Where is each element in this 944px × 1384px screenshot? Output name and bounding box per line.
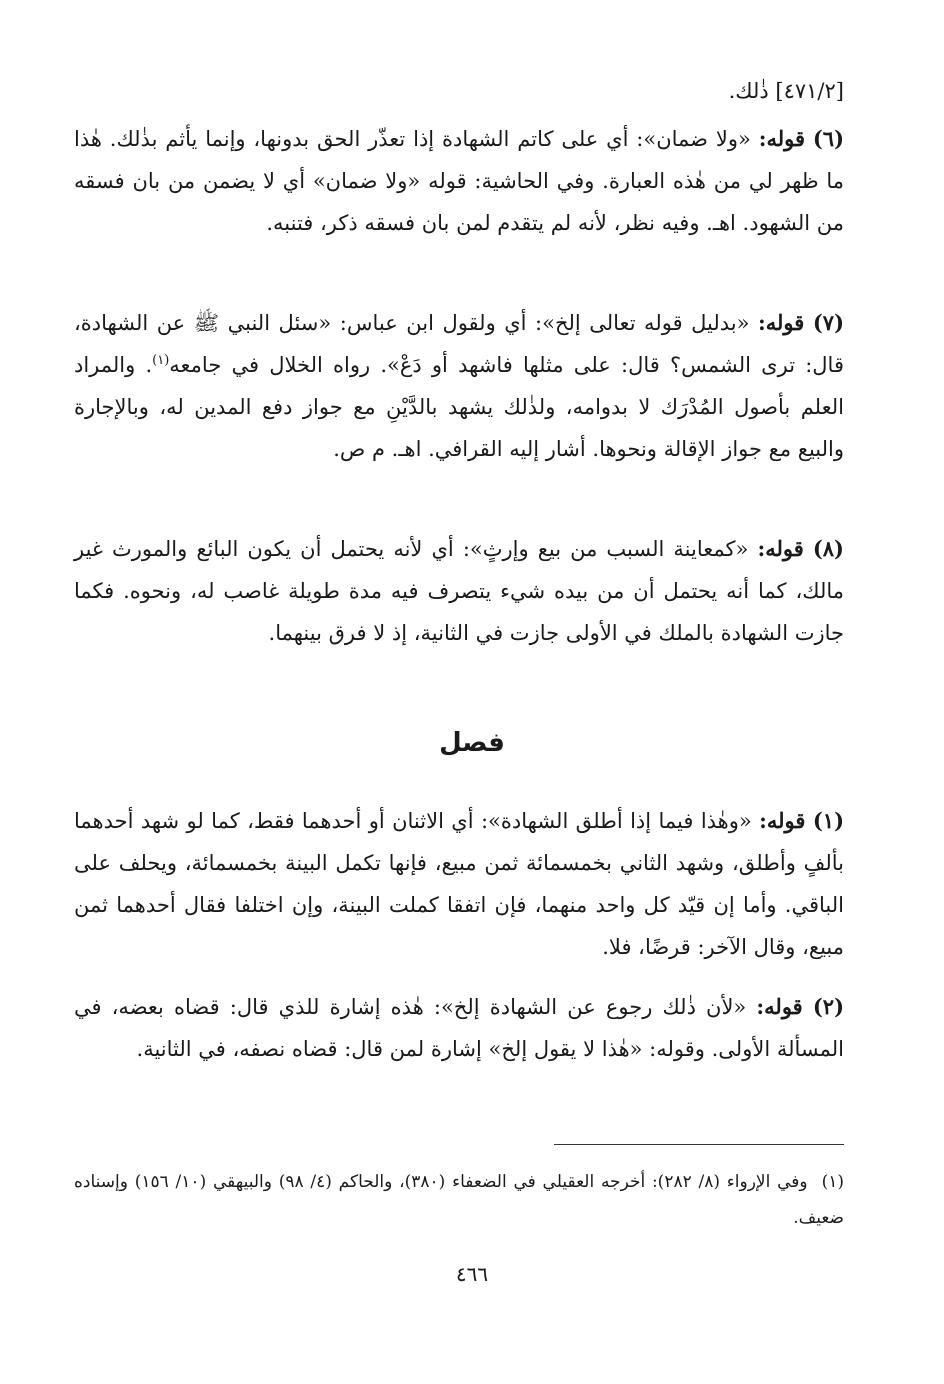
footnote-1 bbox=[74, 1164, 844, 1236]
paragraph-text-continued: . والمراد العلم بأصول المُدْرَك لا بدوامه، ولذٰلك يشهد بالدَّيْنِ مع جواز دفع المدين له، وبالإجارة والبيع مع جواز الإقالة ونحوها. أشار إليه القرافي. اهـ. م ص. bbox=[74, 353, 844, 461]
paragraph-number: (١) bbox=[812, 808, 844, 833]
page-number: ٤٦٦ bbox=[455, 1262, 489, 1286]
section-paragraph-2 bbox=[74, 986, 844, 1070]
page-reference: [٤٧١/٢] bbox=[775, 79, 844, 103]
footnote-reference[interactable]: (١) bbox=[152, 353, 170, 368]
paragraph-7 bbox=[74, 302, 844, 470]
section-heading: فصل bbox=[439, 728, 505, 758]
paragraph-label: قوله: bbox=[757, 536, 804, 561]
paragraph-number: (٢) bbox=[812, 994, 844, 1019]
page-header-line bbox=[74, 70, 844, 112]
section-paragraph-1 bbox=[74, 800, 844, 968]
paragraph-number: (٧) bbox=[812, 310, 844, 335]
paragraph-number: (٦) bbox=[812, 126, 844, 151]
paragraph-number: (٨) bbox=[812, 536, 844, 561]
paragraph-text: «كمعاينة السبب من بيع وإرثٍ»: أي لأنه يحتمل أن يكون البائع والمورث غير مالك، كما أنه يحتمل أن من بيده شيء يتصرف فيه مدة طويلة غاصب له، ونحوه. فكما جازت الشهادة بالملك في الأولى جازت في الثانية، إذ لا فرق بينهما. bbox=[74, 537, 844, 645]
paragraph-label: قوله: bbox=[758, 310, 805, 335]
footnote-text: وفي الإرواء (٨/ ٢٨٢): أخرجه العقيلي في الضعفاء (٣٨٠)، والحاكم (٤/ ٩٨) والبيهقي (١٠/ ١٥٦) وإسناده ضعيف. bbox=[74, 1172, 844, 1228]
paragraph-label: قوله: bbox=[756, 994, 803, 1019]
paragraph-text: «ولا ضمان»: أي على كاتم الشهادة إذا تعذّر الحق بدونها، وإنما يأثم بذٰلك. هٰذا ما ظهر لي من هٰذه العبارة. وفي الحاشية: قوله «ولا ضمان» أي لا يضمن من بان فسقه من الشهود. اهـ. وفيه نظر، لأنه لم يتقدم لمن بان فسقه ذكر، فتنبه. bbox=[74, 127, 844, 235]
paragraph-label: قوله: bbox=[758, 126, 805, 151]
paragraph-text: «لأن ذٰلك رجوع عن الشهادة إلخ»: هٰذه إشارة للذي قال: قضاه بعضه، في المسألة الأولى. وقوله: «هٰذا لا يقول إلخ» إشارة لمن قال: قضاه نصفه، في الثانية. bbox=[74, 995, 844, 1061]
paragraph-6 bbox=[74, 118, 844, 244]
paragraph-text: «وهٰذا فيما إذا أطلق الشهادة»: أي الاثنان أو أحدهما فقط، كما لو شهد أحدهما بألفٍ وأطلق، وشهد الثاني بخمسمائة ثمن مبيع، فإنها تكمل البينة بخمسمائة، ويحلف على الباقي. وأما إن قيّد كل واحد منهما، فإن اتفقا كملت البينة، وإن اختلفا فقال أحدهما ثمن مبيع، وقال الآخر: قرضًا، فلا. bbox=[74, 809, 844, 959]
continuation-text: ذٰلك. bbox=[728, 79, 769, 103]
paragraph-text: «بدليل قوله تعالى إلخ»: أي ولقول ابن عباس: «سئل النبي ﷺ عن الشهادة، قال: ترى الشمس؟ قال: على مثلها فاشهد أو دَعْ». رواه الخلال في جامعه bbox=[74, 311, 844, 377]
footnote-number: (١) bbox=[821, 1172, 845, 1192]
paragraph-label: قوله: bbox=[759, 808, 806, 833]
footnote-divider bbox=[554, 1144, 844, 1145]
paragraph-8 bbox=[74, 528, 844, 654]
